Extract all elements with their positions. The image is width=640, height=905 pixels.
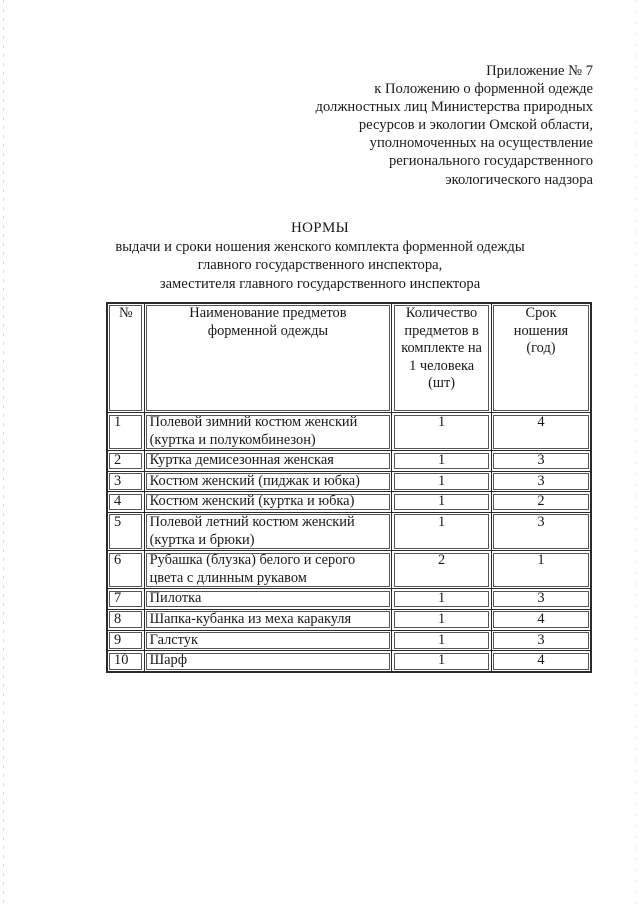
document-title bbox=[0, 219, 640, 293]
row-num: 5 bbox=[107, 512, 144, 550]
row-qty: 1 bbox=[392, 589, 492, 610]
row-qty: 1 bbox=[392, 609, 492, 630]
title-line: главного государственного инспектора, bbox=[197, 257, 443, 274]
table-row bbox=[107, 551, 591, 589]
title-line: заместителя главного государственного инспектора bbox=[159, 275, 481, 292]
table-row bbox=[107, 609, 591, 630]
row-term: 3 bbox=[491, 512, 591, 550]
row-qty: 1 bbox=[392, 630, 492, 651]
row-qty: 2 bbox=[392, 551, 492, 589]
table-row bbox=[107, 471, 591, 492]
table-row bbox=[107, 589, 591, 610]
row-name: Пилотка bbox=[144, 589, 392, 610]
row-qty: 1 bbox=[392, 451, 492, 472]
title-line: выдачи и сроки ношения женского комплекта форменной одежды bbox=[115, 239, 525, 256]
norms-table bbox=[106, 302, 592, 673]
appendix-line: к Положению о форменной одежде bbox=[374, 81, 593, 98]
appendix-line: должностных лиц Министерства природных bbox=[315, 99, 593, 116]
row-name: Полевой зимний костюм женский (куртка и полукомбинезон) bbox=[144, 413, 392, 451]
table-row bbox=[107, 451, 591, 472]
appendix-header bbox=[233, 62, 593, 189]
row-name: Шапка-кубанка из меха каракуля bbox=[144, 609, 392, 630]
row-name: Костюм женский (куртка и юбка) bbox=[144, 492, 392, 513]
row-qty: 1 bbox=[392, 512, 492, 550]
table-row bbox=[107, 413, 591, 451]
row-num: 9 bbox=[107, 630, 144, 651]
row-name: Куртка демисезонная женская bbox=[144, 451, 392, 472]
header-name-text: Наименование предметов форменной одежды bbox=[189, 305, 347, 339]
table-row bbox=[107, 651, 591, 672]
row-qty: 1 bbox=[392, 413, 492, 451]
header-name bbox=[144, 303, 392, 413]
row-num: 2 bbox=[107, 451, 144, 472]
row-name: Галстук bbox=[144, 630, 392, 651]
title-heading: НОРМЫ bbox=[291, 220, 349, 236]
row-term: 3 bbox=[491, 451, 591, 472]
row-qty: 1 bbox=[392, 471, 492, 492]
table-row bbox=[107, 492, 591, 513]
table-header-row bbox=[107, 303, 591, 413]
header-qty-text: Количество предметов в комплекте на 1 человека (шт) bbox=[401, 305, 482, 392]
row-name: Полевой летний костюм женский (куртка и брюки) bbox=[144, 512, 392, 550]
row-num: 10 bbox=[107, 651, 144, 672]
row-num: 8 bbox=[107, 609, 144, 630]
row-term: 4 bbox=[491, 609, 591, 630]
row-name: Костюм женский (пиджак и юбка) bbox=[144, 471, 392, 492]
appendix-line: Приложение № 7 bbox=[486, 63, 593, 79]
row-term: 1 bbox=[491, 551, 591, 589]
row-term: 3 bbox=[491, 589, 591, 610]
row-term: 3 bbox=[491, 630, 591, 651]
row-term: 2 bbox=[491, 492, 591, 513]
header-qty bbox=[392, 303, 492, 413]
row-qty: 1 bbox=[392, 651, 492, 672]
appendix-line: уполномоченных на осуществление bbox=[369, 135, 593, 152]
header-term bbox=[491, 303, 591, 413]
row-num: 7 bbox=[107, 589, 144, 610]
header-num: № bbox=[107, 303, 144, 413]
row-qty: 1 bbox=[392, 492, 492, 513]
row-num: 6 bbox=[107, 551, 144, 589]
appendix-line: экологического надзора bbox=[445, 171, 593, 188]
row-term: 3 bbox=[491, 471, 591, 492]
row-num: 3 bbox=[107, 471, 144, 492]
scan-edge-left bbox=[3, 0, 4, 905]
row-term: 4 bbox=[491, 651, 591, 672]
row-name: Шарф bbox=[144, 651, 392, 672]
row-num: 1 bbox=[107, 413, 144, 451]
appendix-line: регионального государственного bbox=[388, 153, 593, 170]
row-num: 4 bbox=[107, 492, 144, 513]
row-term: 4 bbox=[491, 413, 591, 451]
scan-edge-right bbox=[635, 0, 636, 905]
table-row bbox=[107, 512, 591, 550]
appendix-line: ресурсов и экологии Омской области, bbox=[358, 117, 593, 134]
row-name: Рубашка (блузка) белого и серого цвета с длинным рукавом bbox=[144, 551, 392, 589]
header-term-text: Срок ношения (год) bbox=[513, 305, 569, 357]
table-row bbox=[107, 630, 591, 651]
